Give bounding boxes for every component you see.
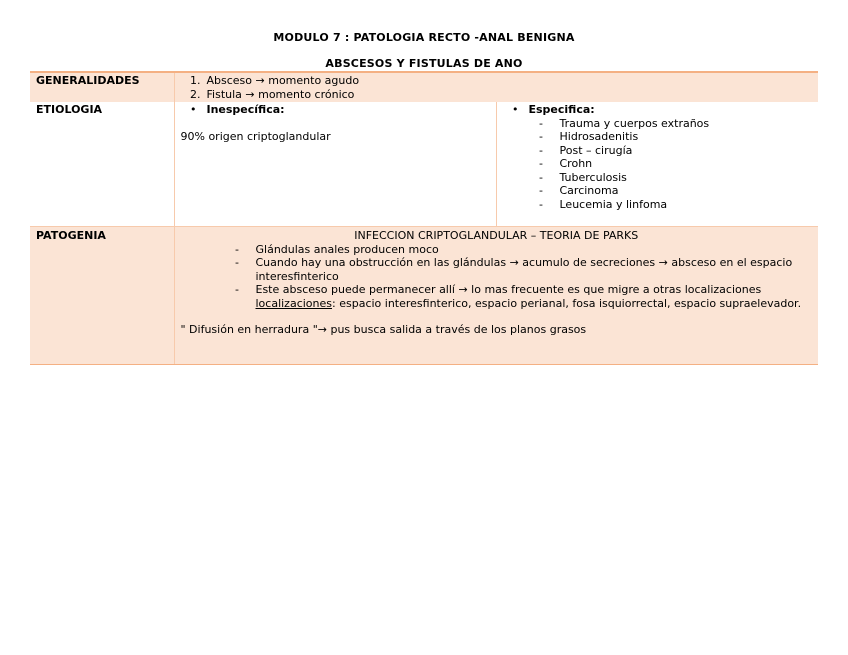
inespecifica-heading: Inespecífica:	[206, 103, 285, 116]
inespecifica-note: 90% origen criptoglandular	[180, 129, 331, 143]
especifica-heading: Especifica:	[528, 103, 595, 116]
etiologia-inespecifica-cell	[174, 102, 496, 227]
bullet-icon: •	[512, 103, 519, 116]
numbered-item	[181, 88, 813, 102]
row-etiologia	[30, 102, 818, 227]
list-item: - Cuando hay una obstrucción en las glándulas → acumulo de secreciones → absceso en el espacio interesfinterico	[235, 256, 793, 283]
etiologia-especifica-cell	[496, 102, 818, 227]
item-text: Fistula → momento crónico	[206, 87, 355, 101]
document-subtitle: ABSCESOS Y FISTULAS DE ANO	[325, 57, 523, 70]
patogenia-footer: " Difusión en herradura "→ pus busca salida a través de los planos grasos	[180, 323, 587, 336]
bullet-icon: •	[190, 103, 197, 116]
bullet-heading	[181, 103, 490, 117]
list-item: - Este absceso puede permanecer allí → lo mas frecuente es que migre a otras localizaciones localizaciones: espacio interesfinterico, espacio perianal, fosa isquiorrectal, espacio supraelevador.	[235, 283, 802, 310]
list-item: - Crohn	[539, 157, 593, 170]
content-table	[30, 71, 818, 365]
row-patogenia	[30, 227, 818, 365]
numbered-item	[181, 74, 813, 88]
list-item: - Hidrosadenitis	[539, 130, 639, 143]
document-title: MODULO 7 : PATOLOGIA RECTO -ANAL BENIGNA	[273, 31, 575, 44]
item-text: Absceso → momento agudo	[206, 74, 360, 87]
patogenia-content	[174, 227, 818, 365]
bullet-heading	[503, 103, 813, 117]
list-item: - Trauma y cuerpos extraños	[539, 116, 710, 130]
list-item: - Leucemia y linfoma	[539, 197, 668, 211]
patogenia-heading: INFECCION CRIPTOGLANDULAR – TEORIA DE PARKS	[354, 229, 639, 242]
patogenia-label: PATOGENIA	[30, 227, 174, 365]
generalidades-label: GENERALIDADES	[30, 72, 174, 102]
underlined-term: localizaciones	[255, 296, 333, 310]
etiologia-label: ETIOLOGIA	[30, 102, 174, 227]
list-item: - Carcinoma	[539, 184, 619, 197]
generalidades-content	[174, 72, 818, 102]
row-generalidades	[30, 72, 818, 102]
item-number: 1.	[190, 74, 201, 87]
list-item: - Tuberculosis	[539, 170, 627, 184]
list-item: - Glándulas anales producen moco	[235, 242, 439, 256]
list-item: - Post – cirugía	[539, 143, 633, 157]
item-number: 2.	[190, 87, 201, 101]
